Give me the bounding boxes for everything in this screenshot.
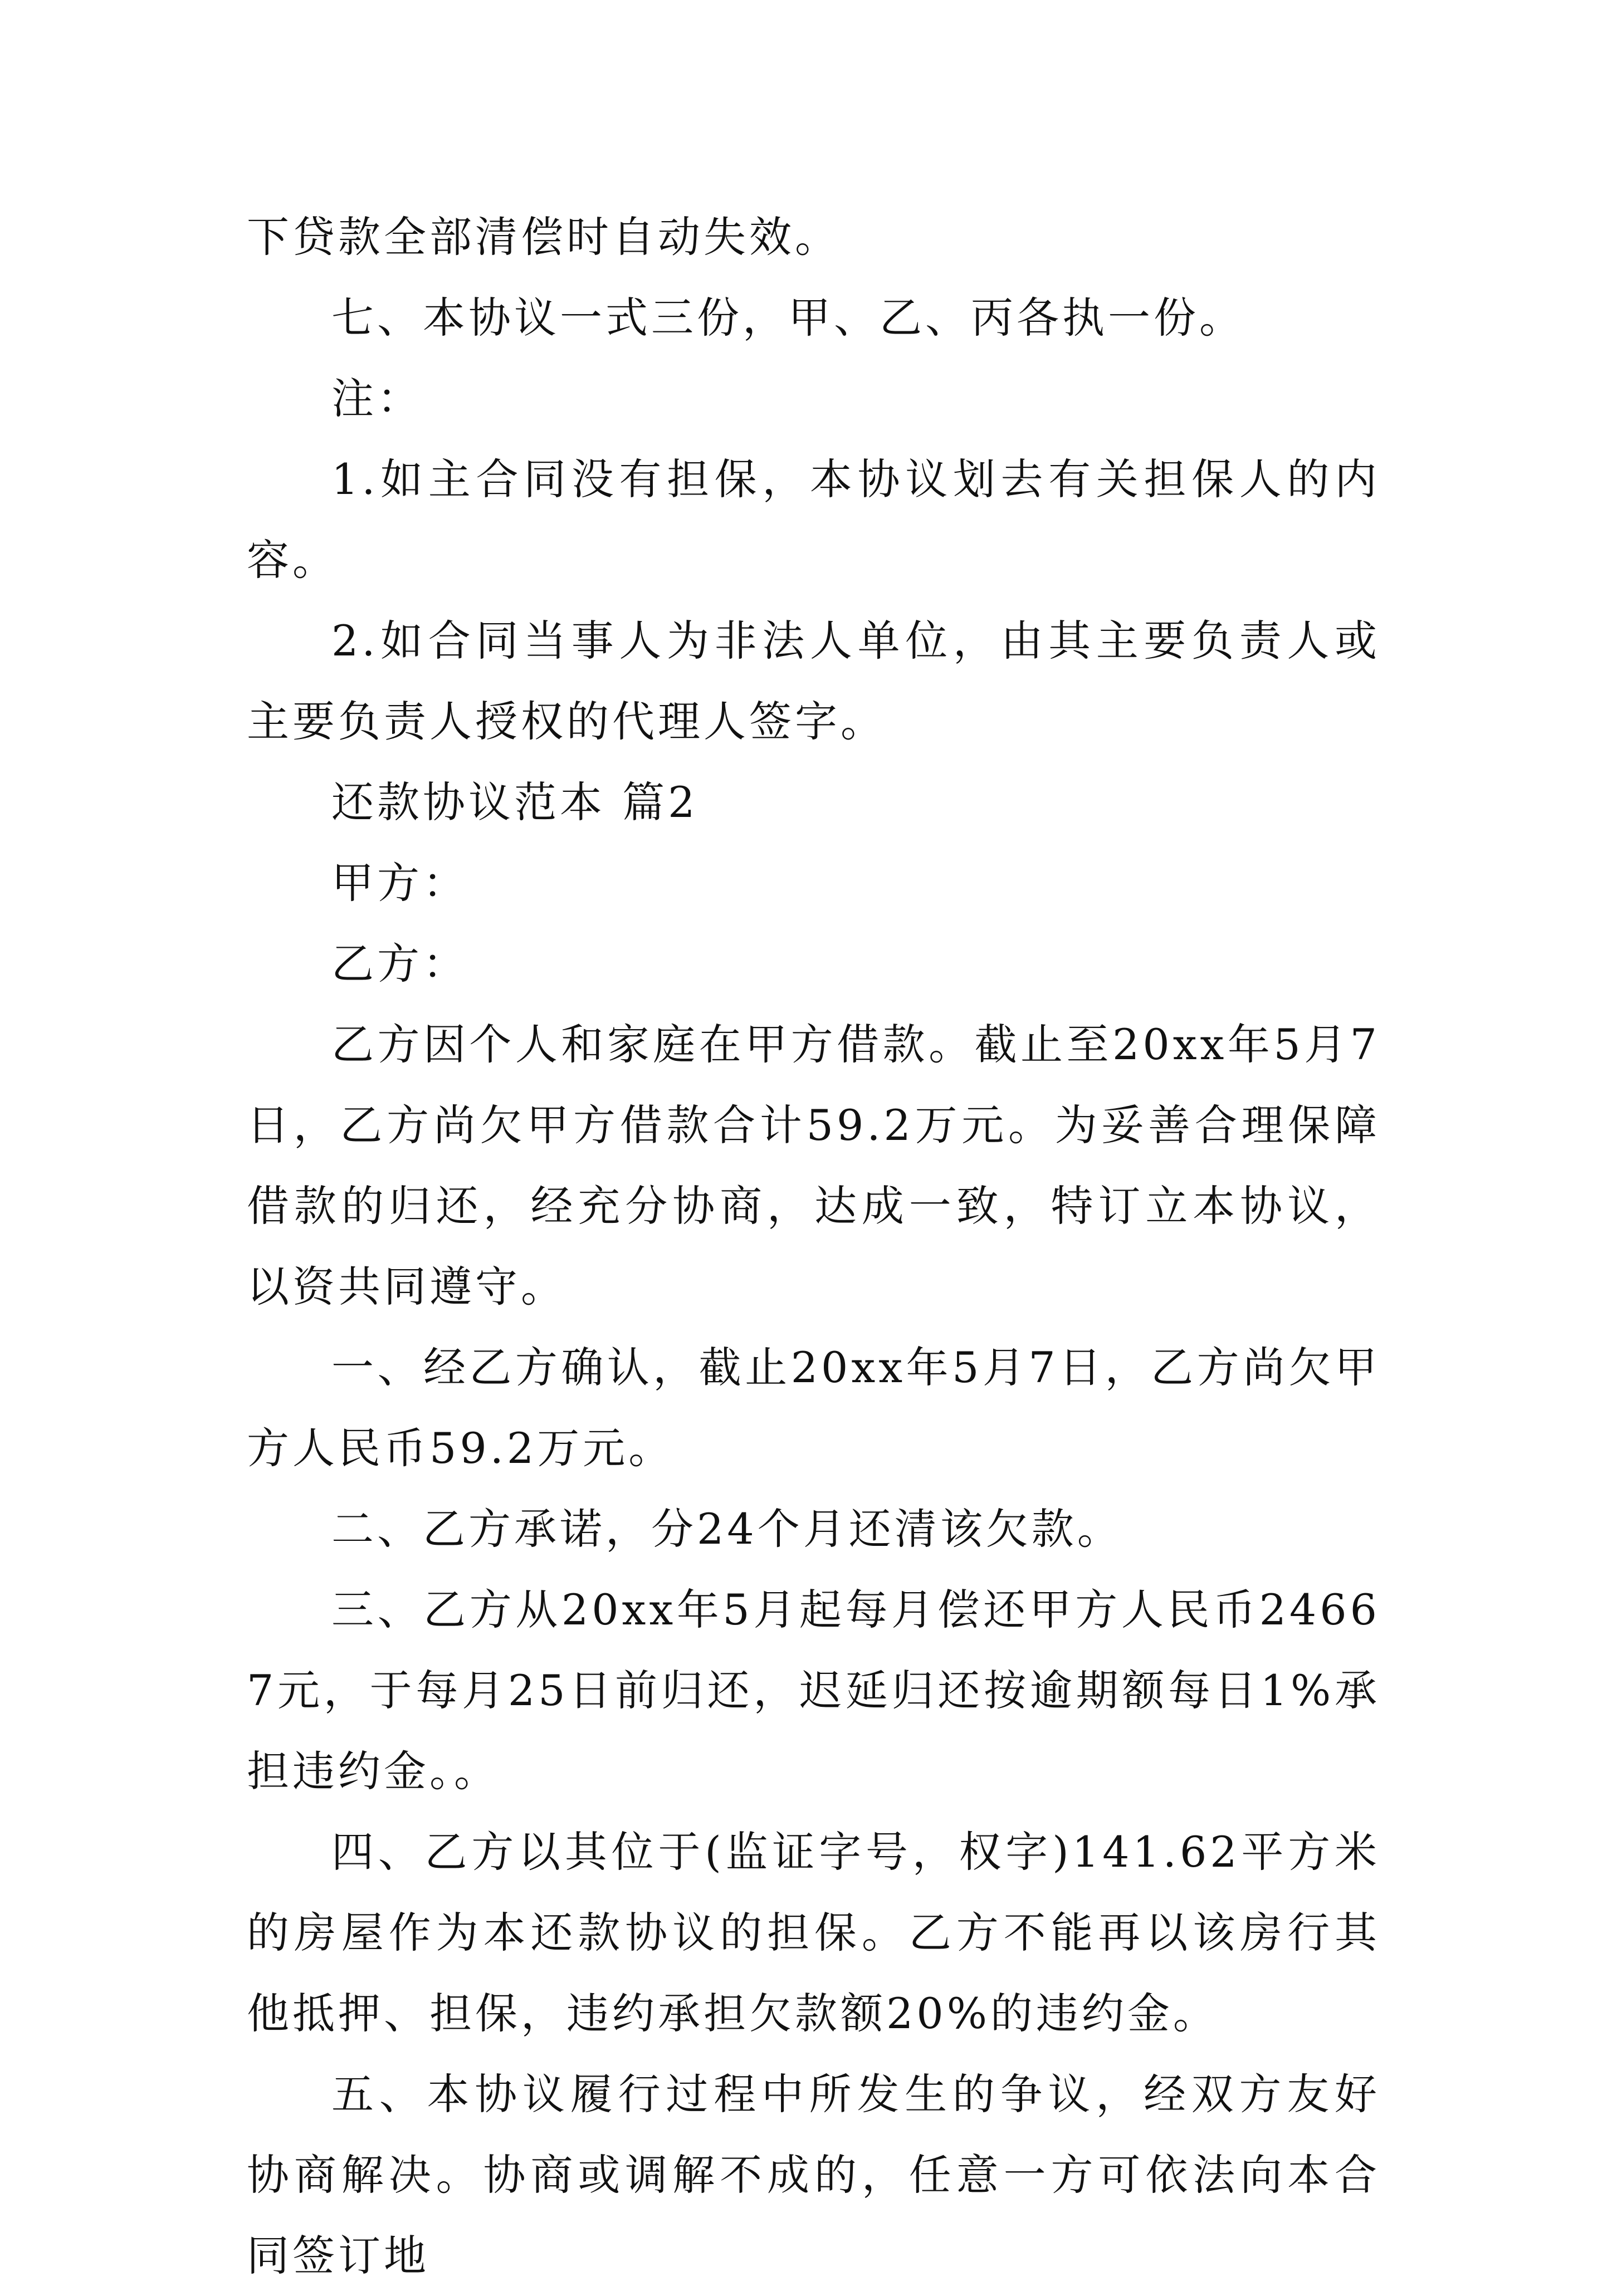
paragraph-clause-5: 五、本协议履行过程中所发生的争议，经双方友好协商解决。协商或调解不成的，任意一方可依法向本合同签订地 <box>247 2069 1380 2280</box>
party-a-line: 甲方： <box>331 858 468 908</box>
section-title: 还款协议范本 篇2 <box>331 777 698 827</box>
party-b-line: 乙方： <box>331 939 468 988</box>
paragraph-clause-7: 七、本协议一式三份，甲、乙、丙各执一份。 <box>331 293 1245 342</box>
paragraph-clause-4: 四、乙方以其位于(监证字号，权字)141.62平方米的房屋作为本还款协议的担保。乙方不能再以该房行其他抵押、担保，违约承担欠款额20%的违约金。 <box>247 1827 1380 2038</box>
paragraph-clause-1: 一、经乙方确认，截止20xx年5月7日，乙方尚欠甲方人民币59.2万元。 <box>247 1343 1380 1473</box>
paragraph-note-1: 1.如主合同没有担保，本协议划去有关担保人的内容。 <box>247 454 1380 585</box>
document-body <box>247 197 1380 2296</box>
paragraph-note-2: 2.如合同当事人为非法人单位，由其主要负责人或主要负责人授权的代理人签字。 <box>247 616 1380 746</box>
paragraph-clause-3: 三、乙方从20xx年5月起每月偿还甲方人民币24667元，于每月25日前归还，迟延归还按逾期额每日1%承担违约金。。 <box>247 1585 1380 1796</box>
paragraph-clause-2: 二、乙方承诺，分24个月还清该欠款。 <box>331 1504 1123 1554</box>
paragraph-continuation: 下贷款全部清偿时自动失效。 <box>247 212 841 262</box>
paragraph-note-heading: 注： <box>331 374 423 423</box>
paragraph-preamble: 乙方因个人和家庭在甲方借款。截止至20xx年5月7日，乙方尚欠甲方借款合计59.2万元。为妥善合理保障借款的归还，经充分协商，达成一致，特订立本协议，以资共同遵守。 <box>247 1020 1380 1311</box>
